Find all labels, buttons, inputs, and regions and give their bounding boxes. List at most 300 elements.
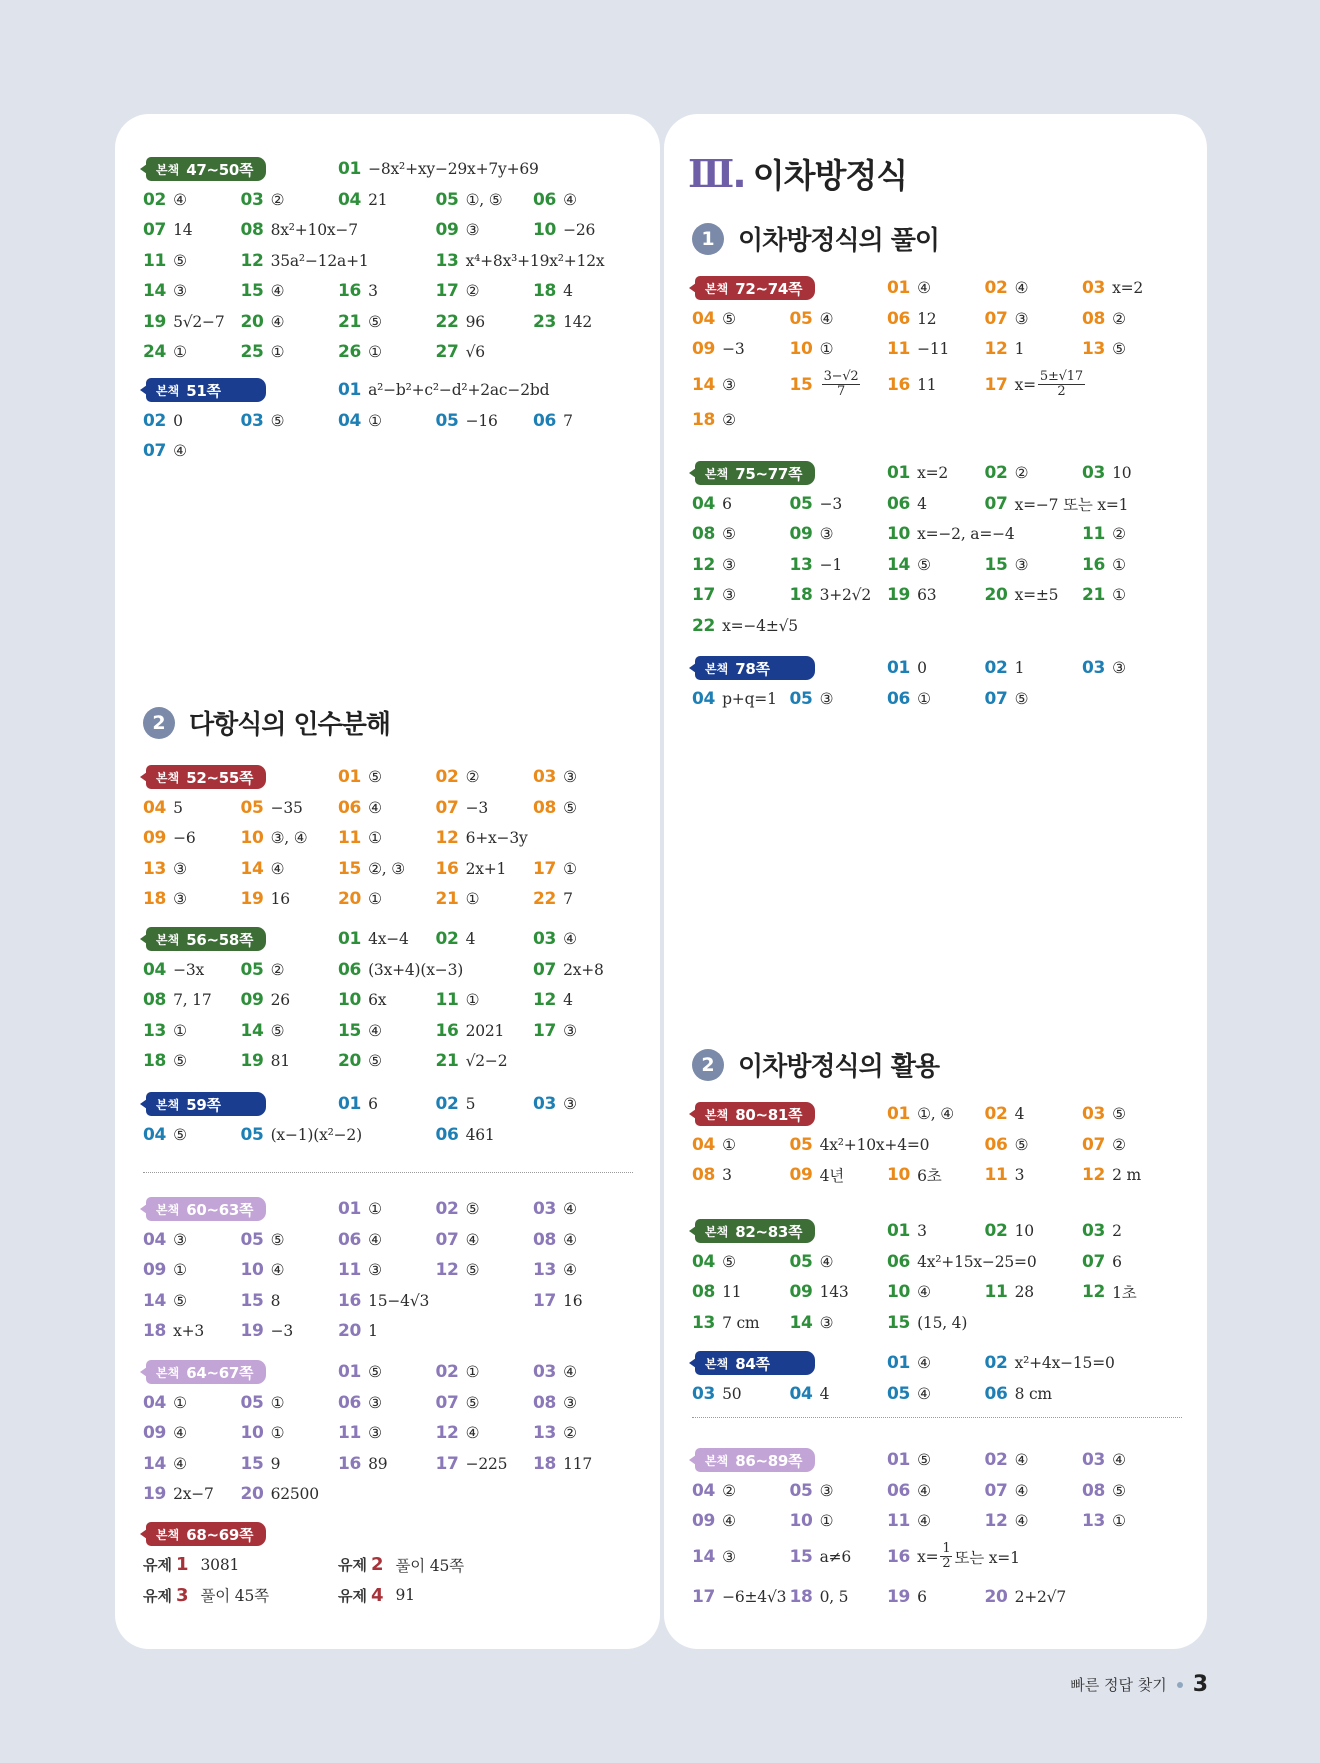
answer-number: 16 xyxy=(338,281,362,302)
answer-number: 04 xyxy=(692,1134,716,1155)
answer-item xyxy=(436,1362,534,1382)
answer-number: 02 xyxy=(984,1221,1008,1242)
answer-value: ③ xyxy=(819,1481,834,1500)
answer-number: 05 xyxy=(435,189,459,210)
answer-value: ① xyxy=(465,991,480,1010)
yuje-number: 2 xyxy=(370,1554,384,1576)
yuje-row xyxy=(143,1550,533,1581)
answer-item xyxy=(1082,1165,1180,1185)
answer-number: 26 xyxy=(338,342,362,363)
answer-number: 13 xyxy=(533,1423,557,1444)
badge-book-label: 본책 xyxy=(156,1365,180,1380)
answer-block-c2 xyxy=(692,458,1180,641)
answer-item xyxy=(1082,339,1180,359)
answer-row xyxy=(143,1225,631,1256)
badge-cell xyxy=(143,1522,338,1546)
answer-item xyxy=(887,524,1082,544)
answer-item xyxy=(241,1260,339,1280)
badge-book-label: 본책 xyxy=(705,1356,729,1371)
answer-number: 12 xyxy=(692,554,716,575)
page-range-badge xyxy=(146,927,266,951)
answer-value: ⑤ xyxy=(1014,1135,1029,1154)
answer-item xyxy=(143,1260,241,1280)
answer-item xyxy=(436,859,534,879)
answer-value: ⑤ xyxy=(1112,1105,1126,1124)
answer-value: x⁴+8x³+19x²+12x xyxy=(465,251,605,270)
answer-item xyxy=(241,281,339,301)
badge-cell xyxy=(692,1351,887,1375)
answer-value: ①, ⑤ xyxy=(465,190,503,209)
answer-value: ④ xyxy=(1014,1451,1029,1470)
answer-value: 21 xyxy=(368,190,388,209)
answer-value: 2x+1 xyxy=(465,859,507,878)
answer-number: 03 xyxy=(533,1094,557,1115)
answer-block-b4 xyxy=(143,924,631,1077)
answer-row xyxy=(143,436,631,467)
answer-value: 10 xyxy=(1112,464,1132,483)
answer-item xyxy=(1082,585,1180,605)
answer-row xyxy=(692,1130,1180,1161)
answer-item xyxy=(241,1423,339,1443)
answer-number: 20 xyxy=(338,889,362,910)
answer-value: ④ xyxy=(917,1512,931,1531)
answer-number: 07 xyxy=(984,688,1008,709)
answer-number: 05 xyxy=(789,1134,813,1155)
answer-row xyxy=(143,854,631,885)
answer-number: 02 xyxy=(984,278,1008,299)
answer-item xyxy=(790,1547,888,1567)
answer-number: 05 xyxy=(240,1392,264,1413)
answer-number: 03 xyxy=(1082,658,1106,679)
answer-value: ① xyxy=(368,890,382,909)
answer-value: ④ xyxy=(563,1230,577,1249)
answer-value: 10 xyxy=(1014,1222,1034,1241)
answer-item xyxy=(241,312,339,332)
answer-number: 05 xyxy=(789,308,813,329)
answer-value: ④ xyxy=(270,282,285,301)
answer-value: 8x²+10x−7 xyxy=(270,221,358,240)
answer-number: 06 xyxy=(435,1124,459,1145)
section-number-icon: 1 xyxy=(692,223,724,255)
answer-value: ④ xyxy=(173,1454,187,1473)
answer-value: 6x xyxy=(368,991,387,1010)
badge-book-label: 본책 xyxy=(156,1202,180,1217)
yuje-answer: 3081 xyxy=(200,1555,240,1574)
answer-value: ⑤ xyxy=(465,1200,480,1219)
answer-value: ③ xyxy=(563,1393,577,1412)
answer-value: 0 xyxy=(173,411,183,430)
answer-item xyxy=(338,859,436,879)
answer-number: 18 xyxy=(789,585,813,606)
answer-item xyxy=(436,1199,534,1219)
answer-item xyxy=(533,929,631,949)
answer-value: x=−4±√5 xyxy=(722,616,798,635)
answer-number: 07 xyxy=(435,1392,459,1413)
answer-row xyxy=(692,304,1180,335)
answer-number: 09 xyxy=(240,990,264,1011)
answer-number: 15 xyxy=(984,554,1008,575)
answer-number: 11 xyxy=(984,1165,1008,1186)
answer-value: 1 xyxy=(1014,659,1025,678)
yuje-number: 4 xyxy=(370,1584,384,1606)
answer-value: ① xyxy=(368,829,382,848)
answer-item xyxy=(887,1481,985,1501)
answer-item xyxy=(533,1423,631,1443)
answer-value: −26 xyxy=(563,221,596,240)
answer-value: ③ xyxy=(819,525,834,544)
answer-number: 16 xyxy=(435,858,459,879)
answer-value: ③ xyxy=(368,1393,382,1412)
chapter-title: 이차방정식 xyxy=(752,156,908,195)
answer-item xyxy=(790,494,888,514)
answer-item xyxy=(790,1282,888,1302)
answer-value: 35a²−12a+1 xyxy=(270,251,369,270)
yuje-item xyxy=(143,1554,338,1575)
answer-row xyxy=(143,1479,631,1510)
yuje-item xyxy=(338,1585,533,1606)
answer-value: (3x+4)(x−3) xyxy=(368,960,464,979)
answer-value: ④ xyxy=(917,1384,931,1403)
answer-number: 02 xyxy=(143,410,167,431)
page-range-badge xyxy=(146,765,266,789)
answer-value: 4 xyxy=(465,930,476,949)
answer-number: 13 xyxy=(435,250,459,271)
answer-item xyxy=(436,1393,534,1413)
answer-value: 3 xyxy=(917,1222,927,1241)
answer-number: 11 xyxy=(435,990,459,1011)
answer-row xyxy=(692,1379,1180,1410)
fraction-denominator: 2 xyxy=(942,1556,951,1571)
answer-item xyxy=(436,798,534,818)
answer-item xyxy=(533,889,631,909)
answer-number: 18 xyxy=(789,1586,813,1607)
answer-row xyxy=(692,519,1180,550)
answer-item xyxy=(143,342,241,362)
answer-number: 02 xyxy=(435,1094,459,1115)
answer-number: 06 xyxy=(533,410,557,431)
answer-number: 04 xyxy=(692,1480,716,1501)
answer-item xyxy=(887,1450,985,1470)
answer-number: 05 xyxy=(887,1383,911,1404)
badge-book-label: 본책 xyxy=(705,661,729,676)
answer-value: ⑤ xyxy=(368,1363,382,1382)
fraction xyxy=(940,1542,952,1572)
answer-number: 14 xyxy=(143,1453,167,1474)
answer-number: 07 xyxy=(1082,1134,1106,1155)
answer-number: 19 xyxy=(240,1321,264,1342)
answer-row xyxy=(143,823,631,854)
answer-number: 15 xyxy=(789,1546,813,1567)
answer-item xyxy=(241,1125,436,1145)
answer-item xyxy=(436,1230,534,1250)
answer-value: ④ xyxy=(917,1283,931,1302)
answer-item xyxy=(338,1051,436,1071)
answer-number: 03 xyxy=(240,189,264,210)
answer-value: −3 xyxy=(270,1322,294,1341)
answer-row xyxy=(143,337,728,368)
answer-number: 20 xyxy=(240,1484,264,1505)
answer-number: 05 xyxy=(240,1124,264,1145)
answer-value: 4년 xyxy=(819,1167,844,1186)
answer-value: ③ xyxy=(819,1313,834,1332)
answer-item xyxy=(887,1313,985,1333)
badge-page-range: 59쪽 xyxy=(186,1095,221,1114)
answer-value: 2 m xyxy=(1112,1166,1141,1185)
answer-number: 01 xyxy=(338,380,362,401)
page-range-badge xyxy=(695,276,815,300)
answer-item xyxy=(692,555,790,575)
answer-item xyxy=(241,1230,339,1250)
answer-value: ⑤ xyxy=(173,1125,187,1144)
answer-value: 4x−4 xyxy=(368,930,409,949)
answer-row xyxy=(143,1388,631,1419)
answer-number: 04 xyxy=(143,1229,167,1250)
answer-item xyxy=(1082,1481,1180,1501)
answer-item xyxy=(790,524,888,544)
answer-item xyxy=(887,494,985,514)
answer-item xyxy=(338,1021,436,1041)
answer-number: 16 xyxy=(338,1290,362,1311)
answer-number: 21 xyxy=(435,1051,459,1072)
answer-item xyxy=(338,889,436,909)
page-range-badge xyxy=(146,1197,266,1221)
badge-page-range: 75~77쪽 xyxy=(735,464,803,483)
answer-value: 1 xyxy=(1014,340,1025,359)
answer-number: 11 xyxy=(338,1423,362,1444)
answer-item xyxy=(338,1094,436,1114)
answer-number: 08 xyxy=(533,1229,557,1250)
answer-item xyxy=(985,1481,1083,1501)
answer-value: ④ xyxy=(917,1354,931,1373)
answer-item xyxy=(887,689,985,709)
answer-number: 03 xyxy=(240,410,264,431)
answer-item xyxy=(985,1135,1083,1155)
answer-number: 02 xyxy=(984,463,1008,484)
answer-item xyxy=(533,798,631,818)
answer-value: (x−1)(x²−2) xyxy=(270,1125,362,1144)
answer-item xyxy=(533,220,631,240)
answer-row xyxy=(692,1308,1180,1339)
answer-value: 28 xyxy=(1014,1283,1034,1302)
answer-row xyxy=(692,1099,1180,1130)
answer-item xyxy=(985,585,1083,605)
answer-block-b5 xyxy=(143,1089,631,1150)
section-title xyxy=(692,220,939,257)
badge-page-range: 51쪽 xyxy=(186,381,221,400)
answer-value: p+q=1 xyxy=(722,689,777,708)
answer-value: ② xyxy=(1112,525,1126,544)
answer-item xyxy=(143,990,241,1010)
section-number-icon: 2 xyxy=(143,707,175,739)
answer-row xyxy=(143,375,631,406)
answer-value: 5√2−7 xyxy=(173,312,225,331)
answer-value: −6±4√3 xyxy=(722,1587,787,1606)
answer-number: 13 xyxy=(1082,1511,1106,1532)
answer-item xyxy=(241,1291,339,1311)
answer-value: ③ xyxy=(368,1261,382,1280)
answer-value: ④ xyxy=(173,190,187,209)
page-range-badge xyxy=(146,378,266,402)
badge-book-label: 본책 xyxy=(705,1107,729,1122)
answer-number: 14 xyxy=(143,1290,167,1311)
answer-row xyxy=(143,1316,631,1347)
answer-value: ⑤ xyxy=(270,1021,285,1040)
answer-item xyxy=(143,411,241,431)
answer-number: 01 xyxy=(338,767,362,788)
answer-value: 2021 xyxy=(465,1021,505,1040)
answer-row xyxy=(143,1286,631,1317)
answer-number: 01 xyxy=(887,278,911,299)
answer-item xyxy=(790,1587,888,1607)
answer-item xyxy=(533,859,631,879)
badge-cell xyxy=(692,1102,887,1126)
page-range-badge xyxy=(146,1092,266,1116)
answer-value: 63 xyxy=(917,586,937,605)
answer-item xyxy=(436,889,534,909)
answer-value: 0, 5 xyxy=(819,1587,849,1606)
yuje-item xyxy=(143,1584,338,1606)
answer-number: 06 xyxy=(338,959,362,980)
answer-number: 05 xyxy=(435,410,459,431)
answer-value: ② xyxy=(1112,309,1126,328)
answer-number: 17 xyxy=(984,374,1008,395)
answer-item xyxy=(790,1252,888,1272)
answer-row xyxy=(692,1277,1180,1308)
answer-number: 17 xyxy=(692,585,716,606)
answer-number: 19 xyxy=(887,1586,911,1607)
answer-number: 03 xyxy=(692,1383,716,1404)
answer-item xyxy=(338,312,436,332)
answer-item xyxy=(143,1125,241,1145)
answer-value: ① xyxy=(270,1393,285,1412)
answer-number: 05 xyxy=(240,959,264,980)
answer-row xyxy=(143,955,631,986)
answer-row xyxy=(143,246,728,277)
answer-item xyxy=(692,1252,790,1272)
answer-item xyxy=(338,1230,436,1250)
answer-row xyxy=(692,1506,1180,1537)
answer-value: ③ xyxy=(722,1547,736,1566)
answer-item xyxy=(790,1511,888,1531)
answer-item xyxy=(436,767,534,787)
answer-item xyxy=(533,1199,631,1219)
answer-number: 15 xyxy=(789,374,813,395)
answer-row xyxy=(692,1476,1180,1507)
answer-value: 89 xyxy=(368,1454,388,1473)
answer-number: 01 xyxy=(338,929,362,950)
answer-value: 16 xyxy=(563,1291,583,1310)
answer-number: 02 xyxy=(143,189,167,210)
answer-value: ④ xyxy=(563,1363,577,1382)
answer-value: ③ xyxy=(722,586,736,605)
page-range-badge xyxy=(695,1448,815,1472)
section-title xyxy=(692,1046,939,1083)
badge-page-range: 72~74쪽 xyxy=(735,279,803,298)
answer-number: 11 xyxy=(887,1511,911,1532)
section-title-text: 이차방정식의 풀이 xyxy=(738,226,939,256)
answer-number: 04 xyxy=(692,493,716,514)
answer-number: 24 xyxy=(143,342,167,363)
right-panel xyxy=(664,114,1207,1649)
answer-number: 21 xyxy=(1082,585,1106,606)
answer-item xyxy=(338,380,631,400)
answer-value: ③ xyxy=(368,1424,382,1443)
answer-value: −3 xyxy=(465,798,489,817)
answer-number: 08 xyxy=(533,1392,557,1413)
answer-value: 7 cm xyxy=(722,1313,760,1332)
answer-item xyxy=(985,689,1083,709)
answer-value: ② xyxy=(465,768,480,787)
answer-value: −16 xyxy=(465,411,498,430)
answer-item xyxy=(985,278,1083,298)
answer-value: ④ xyxy=(1014,1512,1029,1531)
answer-number: 04 xyxy=(143,1124,167,1145)
badge-page-range: 84쪽 xyxy=(735,1354,770,1373)
answer-block-c1 xyxy=(692,273,1180,435)
answer-item xyxy=(692,1165,790,1185)
answer-item xyxy=(338,1291,533,1311)
answer-number: 18 xyxy=(143,1051,167,1072)
answer-value: −35 xyxy=(270,798,303,817)
answer-item xyxy=(692,1282,790,1302)
section-title-text: 다항식의 인수분해 xyxy=(189,710,390,740)
answer-item xyxy=(338,342,436,362)
answer-value: ③ xyxy=(1014,555,1029,574)
answer-item xyxy=(436,1125,534,1145)
answer-item xyxy=(985,1104,1083,1124)
answer-number: 10 xyxy=(338,990,362,1011)
answer-row xyxy=(143,1418,631,1449)
answer-value: ⑤ xyxy=(1014,689,1029,708)
answer-item xyxy=(436,929,534,949)
section-title-text: 이차방정식의 활용 xyxy=(738,1052,939,1082)
answer-item xyxy=(1082,309,1180,329)
answer-number: 14 xyxy=(143,281,167,302)
answer-value: 2x+8 xyxy=(563,960,604,979)
answer-number: 23 xyxy=(533,311,557,332)
badge-book-label: 본책 xyxy=(156,1097,180,1112)
answer-number: 05 xyxy=(789,493,813,514)
answer-value: 11 xyxy=(917,375,937,394)
answer-item xyxy=(692,494,790,514)
answer-item xyxy=(692,1313,790,1333)
badge-cell xyxy=(692,656,887,680)
answer-number: 22 xyxy=(435,311,459,332)
answer-number: 11 xyxy=(338,1260,362,1281)
answer-item xyxy=(985,1353,1180,1373)
answer-value: 96 xyxy=(465,312,485,331)
badge-page-range: 82~83쪽 xyxy=(735,1222,803,1241)
answer-item xyxy=(533,1454,631,1474)
answer-value: 5 xyxy=(465,1095,476,1114)
badge-cell xyxy=(143,765,338,789)
answer-value: x²+4x−15=0 xyxy=(1014,1354,1115,1373)
footer-dot-icon xyxy=(1177,1682,1183,1688)
page-range-badge xyxy=(146,1522,266,1546)
answer-block-b8 xyxy=(143,1519,533,1611)
badge-page-range: 56~58쪽 xyxy=(186,930,254,949)
answer-row xyxy=(692,580,1180,611)
badge-cell xyxy=(143,1092,338,1116)
answer-value: 6 xyxy=(368,1095,378,1114)
section-title xyxy=(143,704,390,741)
answer-item xyxy=(533,1393,631,1413)
answer-value: 50 xyxy=(722,1384,742,1403)
answer-number: 03 xyxy=(1082,1450,1106,1471)
answer-number: 02 xyxy=(435,767,459,788)
answer-number: 07 xyxy=(143,441,167,462)
answer-number: 09 xyxy=(143,1423,167,1444)
